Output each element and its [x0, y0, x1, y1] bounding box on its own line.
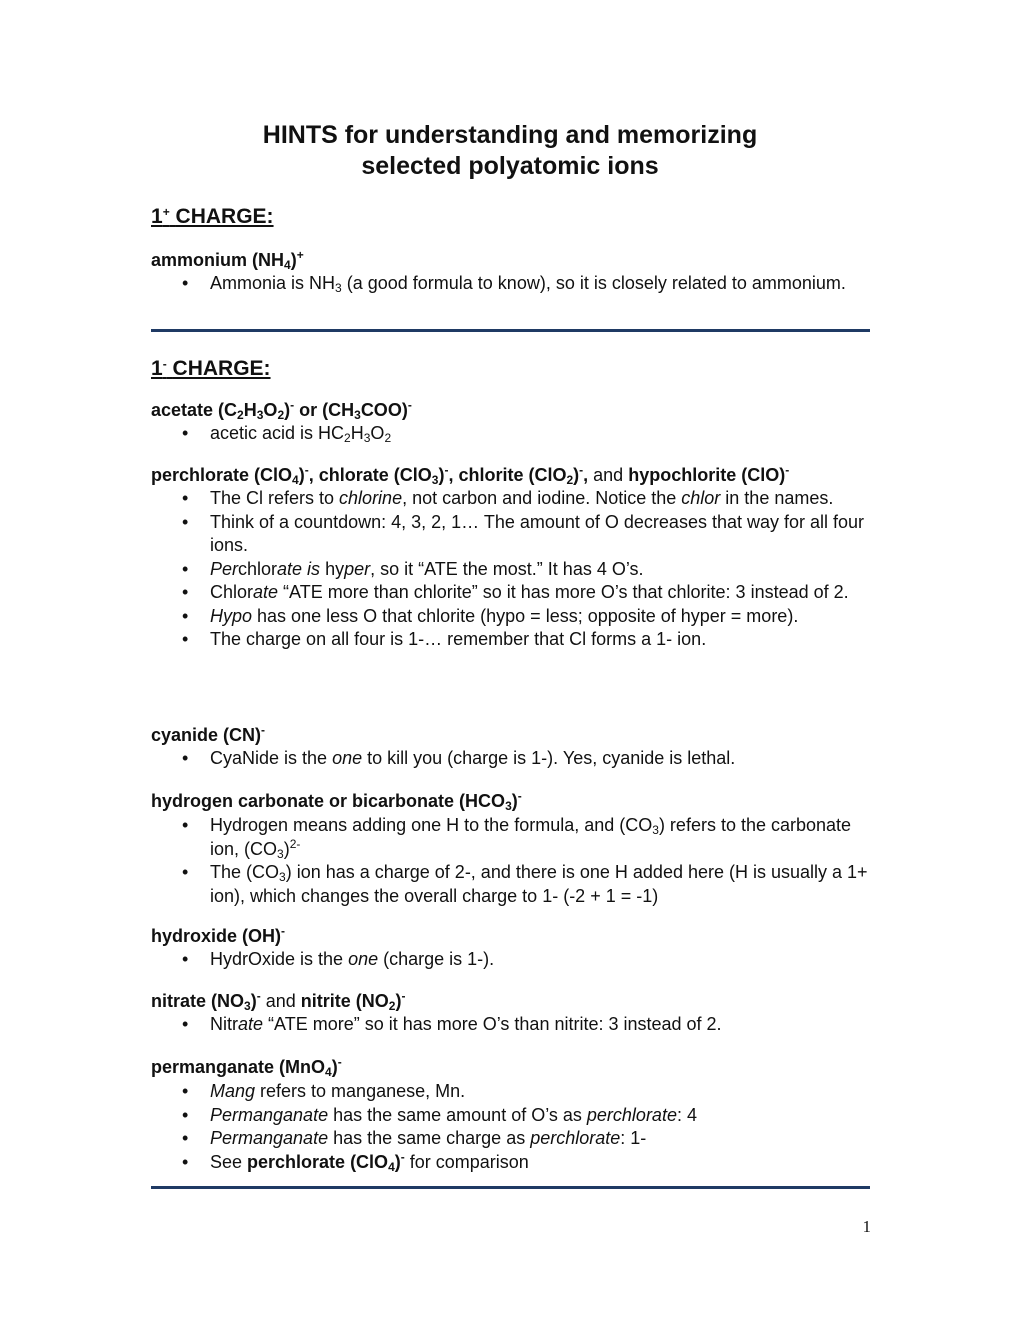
section-divider — [151, 329, 870, 332]
list-item: • Nitrate “ATE more” so it has more O’s than nitrite: 3 instead of 2. — [151, 1013, 871, 1037]
title-line-2: selected polyatomic ions — [361, 152, 659, 180]
list-item: • The Cl refers to chlorine, not carbon and iodine. Notice the chlor in the names. — [151, 487, 871, 511]
list-item: • Ammonia is $NH_3$ (a good formula to know), so it is closely related to ammonium. — [151, 272, 871, 296]
section-heading-1-plus: 1+ CHARGE: — [151, 205, 274, 228]
acetate-bullets — [151, 422, 871, 446]
ammonium-bullets — [151, 272, 871, 296]
list-item: • Think of a countdown: 4, 3, 2, 1… The amount of O decreases that way for all four ions. — [151, 511, 871, 558]
list-item: • acetic acid is $HC_2H_3O_2$ — [151, 422, 871, 446]
list-item: • See perchlorate (ClO$_4$)- for comparison — [151, 1151, 871, 1175]
ion-heading-perchlorate: perchlorate (ClO$_4$)-, chlorate (ClO$_3$)-, chlorite (ClO$_2$)-, and hypochlorite (ClO)- — [151, 463, 790, 487]
list-item: • Perchlorate is hyper, so it “ATE the most.” It has 4 O’s. — [151, 558, 871, 582]
cyanide-bullets — [151, 747, 871, 771]
ion-heading-permanganate: permanganate (MnO$_4$)- — [151, 1055, 342, 1079]
ion-heading-nitrate: nitrate $(NO_3)^-$ and nitrite $(NO_2)^-$ — [151, 989, 406, 1013]
ion-heading-cyanide: cyanide (CN)- — [151, 723, 266, 745]
section-heading-1-minus: 1- CHARGE: — [151, 357, 271, 380]
ion-heading-ammonium: ammonium $(NH_4)^+$ — [151, 248, 304, 272]
ion-heading-acetate: acetate $(C_2H_3O_2)^-$ or $(CH_3COO)^-$ — [151, 398, 412, 422]
ion-heading-bicarbonate: hydrogen carbonate or bicarbonate $(HCO_3)^-$ — [151, 789, 522, 813]
list-item: • Hypo has one less O that chlorite (hypo = less; opposite of hyper = more). — [151, 605, 871, 629]
ion-heading-hydroxide: hydroxide (OH)- — [151, 924, 286, 946]
list-item: • Permanganate has the same charge as perchlorate: 1- — [151, 1127, 871, 1151]
title-line-1: HINTS for understanding and memorizing — [262, 121, 758, 149]
permanganate-bullets — [151, 1080, 871, 1174]
bicarbonate-bullets — [151, 814, 871, 908]
list-item: • Permanganate has the same amount of O’s as perchlorate: 4 — [151, 1104, 871, 1128]
list-item: • The $(CO_3)$ ion has a charge of 2-, and there is one H added here (H is usually a 1+ ion), which changes the overall charge to 1- (-2 + 1 = -1) — [151, 861, 871, 908]
list-item: • HydrOxide is the one (charge is 1-). — [151, 948, 871, 972]
page-title — [0, 120, 1020, 182]
page-number: 1 — [862, 1217, 871, 1236]
perchlorate-bullets — [151, 487, 871, 652]
section-divider-bottom — [151, 1186, 870, 1189]
nitrate-bullets — [151, 1013, 871, 1037]
list-item: • The charge on all four is 1-… remember that Cl forms a 1- ion. — [151, 628, 871, 652]
list-item: • CyaNide is the one to kill you (charge is 1-). Yes, cyanide is lethal. — [151, 747, 871, 771]
list-item: • Chlorate “ATE more than chlorite” so it has more O’s that chlorite: 3 instead of 2. — [151, 581, 871, 605]
list-item: • Hydrogen means adding one H to the formula, and $(CO_3)$ refers to the carbonate ion, $(CO_3)^{2-}$ — [151, 814, 871, 861]
list-item: • Mang refers to manganese, Mn. — [151, 1080, 871, 1104]
hydroxide-bullets — [151, 948, 871, 972]
